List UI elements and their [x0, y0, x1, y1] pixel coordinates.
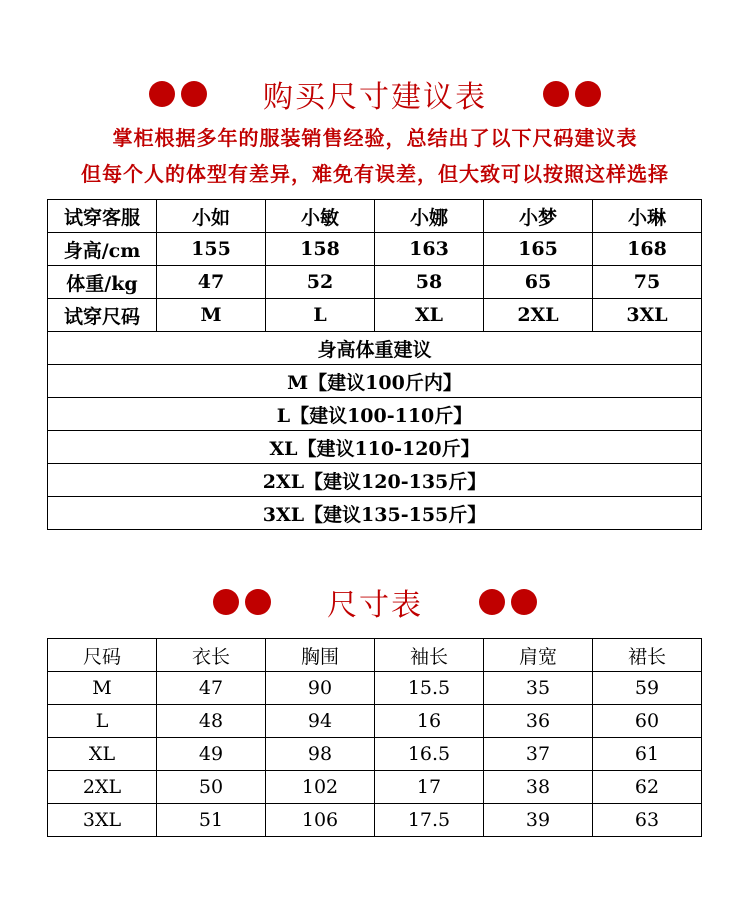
table-cell: M: [157, 299, 266, 332]
decorative-dots-left: [213, 589, 271, 615]
section-title-row: [0, 580, 750, 624]
header-cell: 衣长: [157, 639, 266, 672]
red-dot-icon: [543, 81, 569, 107]
table-row: [48, 771, 702, 804]
table-cell: 94: [266, 705, 375, 738]
table-cell: 106: [266, 804, 375, 837]
header-cell: 小娜: [375, 200, 484, 233]
suggestion-row: [48, 365, 702, 398]
suggestion-header: 身高体重建议: [48, 332, 702, 365]
subtitle-line-2: 但每个人的体型有差异，难免有误差，但大致可以按照这样选择: [81, 162, 669, 186]
table-cell: 58: [375, 266, 484, 299]
table-cell: 16: [375, 705, 484, 738]
size-chart-table: [47, 638, 702, 837]
suggestion-row: [48, 398, 702, 431]
table-cell: L: [48, 705, 157, 738]
table-cell: 2XL: [484, 299, 593, 332]
table-cell: M: [48, 672, 157, 705]
red-dot-icon: [213, 589, 239, 615]
red-dot-icon: [511, 589, 537, 615]
table-cell: 17.5: [375, 804, 484, 837]
suggestion-cell: M【建议100斤内】: [48, 365, 702, 398]
header-cell: 小敏: [266, 200, 375, 233]
table-cell: 身高/cm: [48, 233, 157, 266]
decorative-dots-right: [479, 589, 537, 615]
table-cell: 65: [484, 266, 593, 299]
suggestion-header-row: [48, 332, 702, 365]
table-cell: L: [266, 299, 375, 332]
red-dot-icon: [181, 81, 207, 107]
table-cell: XL: [375, 299, 484, 332]
section-title-row: [0, 72, 750, 116]
table-cell: 60: [593, 705, 702, 738]
table-cell: 61: [593, 738, 702, 771]
table-cell: 165: [484, 233, 593, 266]
table-cell: 155: [157, 233, 266, 266]
table-cell: 158: [266, 233, 375, 266]
table-cell: 47: [157, 672, 266, 705]
suggestion-row: [48, 464, 702, 497]
table-cell: 体重/kg: [48, 266, 157, 299]
table-cell: 47: [157, 266, 266, 299]
table-row: [48, 672, 702, 705]
red-dot-icon: [575, 81, 601, 107]
table-row: [48, 299, 702, 332]
size-chart-title: 尺寸表: [327, 588, 423, 623]
table-cell: 36: [484, 705, 593, 738]
trial-fit-table: [47, 199, 702, 530]
header-cell: 裙长: [593, 639, 702, 672]
table-cell: 3XL: [48, 804, 157, 837]
decorative-dots-left: [149, 81, 207, 107]
header-cell: 肩宽: [484, 639, 593, 672]
table-cell: 38: [484, 771, 593, 804]
table-cell: 37: [484, 738, 593, 771]
table-cell: 15.5: [375, 672, 484, 705]
suggestion-row: [48, 497, 702, 530]
table-cell: 62: [593, 771, 702, 804]
table-cell: 49: [157, 738, 266, 771]
table-header-row: [48, 200, 702, 233]
table-cell: 168: [593, 233, 702, 266]
table-row: [48, 738, 702, 771]
header-cell: 胸围: [266, 639, 375, 672]
table-cell: 59: [593, 672, 702, 705]
table-cell: 75: [593, 266, 702, 299]
header-cell: 小琳: [593, 200, 702, 233]
table-row: [48, 804, 702, 837]
table-cell: 90: [266, 672, 375, 705]
table-cell: 50: [157, 771, 266, 804]
table-cell: 2XL: [48, 771, 157, 804]
table-cell: 51: [157, 804, 266, 837]
subtitle-line-1: 掌柜根据多年的服装销售经验，总结出了以下尺码建议表: [112, 126, 638, 150]
table-cell: 163: [375, 233, 484, 266]
table-row: [48, 233, 702, 266]
red-dot-icon: [479, 589, 505, 615]
suggestion-cell: XL【建议110-120斤】: [48, 431, 702, 464]
table-header-row: [48, 639, 702, 672]
table-cell: 17: [375, 771, 484, 804]
table-cell: 35: [484, 672, 593, 705]
table-cell: 39: [484, 804, 593, 837]
red-dot-icon: [149, 81, 175, 107]
table-cell: 试穿尺码: [48, 299, 157, 332]
table-cell: 52: [266, 266, 375, 299]
header-cell: 尺码: [48, 639, 157, 672]
header-cell: 试穿客服: [48, 200, 157, 233]
table-cell: 16.5: [375, 738, 484, 771]
red-dot-icon: [245, 589, 271, 615]
suggestion-cell: L【建议100-110斤】: [48, 398, 702, 431]
page-title: 购买尺寸建议表: [263, 80, 487, 115]
table-cell: 63: [593, 804, 702, 837]
table-cell: 3XL: [593, 299, 702, 332]
table-cell: 48: [157, 705, 266, 738]
suggestion-cell: 2XL【建议120-135斤】: [48, 464, 702, 497]
decorative-dots-right: [543, 81, 601, 107]
header-cell: 小如: [157, 200, 266, 233]
table-row: [48, 705, 702, 738]
suggestion-cell: 3XL【建议135-155斤】: [48, 497, 702, 530]
suggestion-row: [48, 431, 702, 464]
table-cell: 102: [266, 771, 375, 804]
header-cell: 小梦: [484, 200, 593, 233]
table-cell: XL: [48, 738, 157, 771]
table-cell: 98: [266, 738, 375, 771]
header-cell: 袖长: [375, 639, 484, 672]
table-row: [48, 266, 702, 299]
